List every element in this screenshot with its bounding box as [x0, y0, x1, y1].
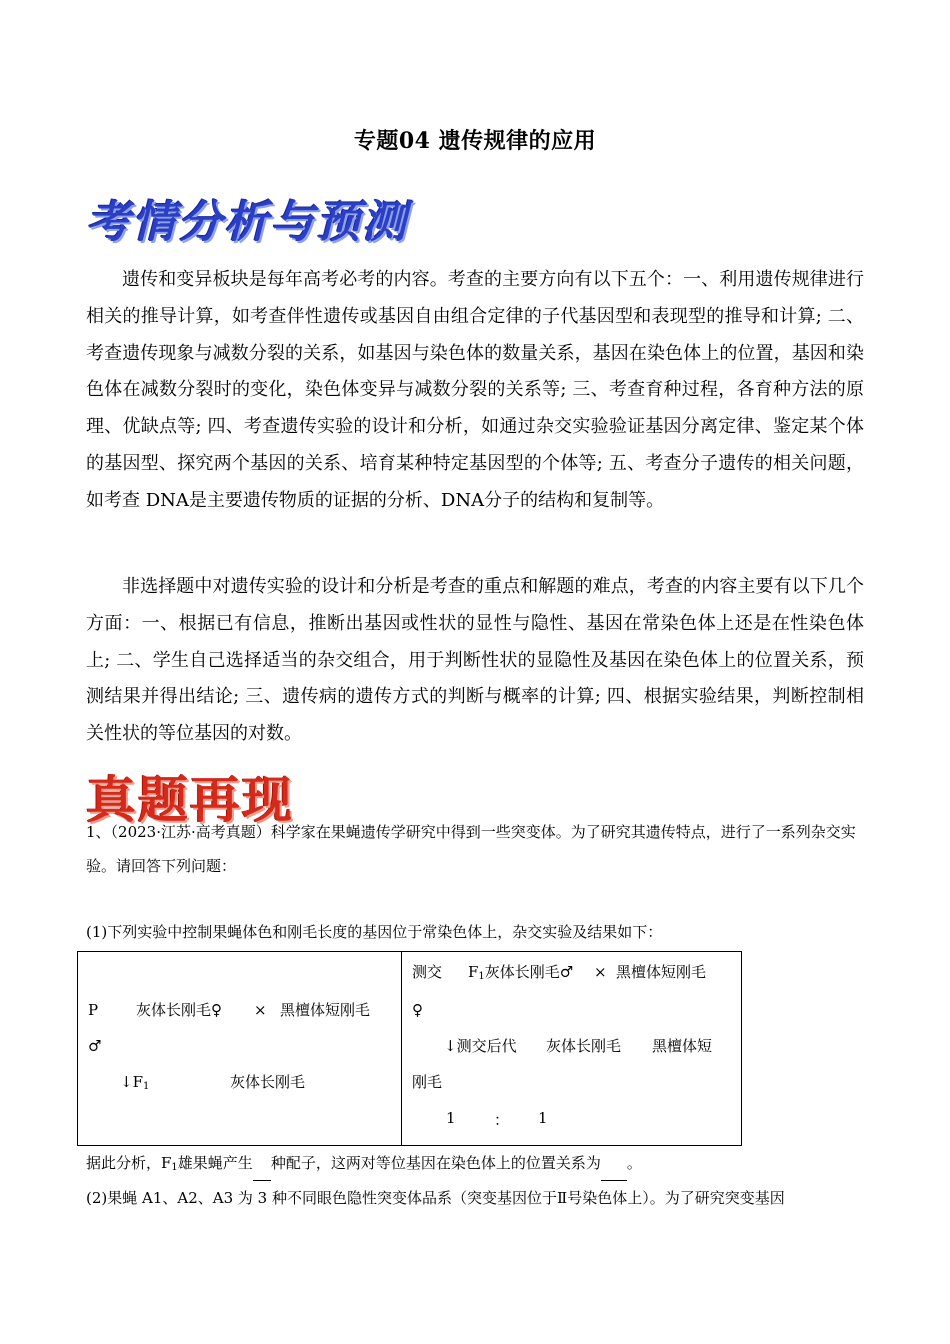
page-title: 专题04 遗传规律的应用	[353, 128, 597, 154]
answer-blank-1[interactable]	[253, 1146, 271, 1181]
answer-blank-2[interactable]	[601, 1146, 627, 1181]
testcross-label: 测交	[412, 963, 443, 981]
question-1-analysis-line: 据此分析，$F_1$雄果蝇产生 种配子，这两对等位基因在染色体上的位置关系为 。	[86, 1146, 866, 1185]
question-1-stem: 1、（2023·江苏·高考真题）科学家在果蝇遗传学研究中得到一些突变体。为了研究其遗传特点，进行了一系列杂交实验。请回答下列问题：	[86, 823, 856, 875]
female-symbol: ♀	[412, 1001, 423, 1019]
analysis-paragraph-1: 遗传和变异板块是每年高考必考的内容。考查的主要方向有以下五个：一、利用遗传规律进行相关的推导计算，如考查伴性遗传或基因自由组合定律的子代基因型和表现型的推导和计算; 二、考查遗传现象与减数分裂的关系，如基因与染色体的数量关系，基因在染色体上的位置，基因和染色体在减数分裂时的变化，染色体变异与减数分裂的关系等; 三、考查育种过程，各育种方法的原理、优缺点等; 四、考查遗传实验的设计和分析，如通过杂交实验验证基因分离定律、鉴定某个体的基因型、探究两个基因的关系、培育某种特定基因型的个体等; 五、考查分子遗传的相关问题，如考查 DNA是主要遗传物质的证据的分析、DNA分子的结构和复制等。	[86, 269, 864, 511]
p-female-phenotype: 灰体长刚毛♀	[136, 1001, 222, 1019]
parental-cross-cell	[78, 952, 402, 1146]
testcross-f1-male: $F_1$灰体长刚毛♂	[468, 963, 574, 982]
male-symbol: ♂	[88, 1037, 102, 1055]
ratio-value-1: 1	[446, 1109, 456, 1127]
analysis-paragraph-2: 非选择题中对遗传实验的设计和分析是考查的重点和解题的难点，考查的内容主要有以下几个方面：一、根据已有信息，推断出基因或性状的显性与隐性、基因在常染色体上还是在性染色体上; 二、学生自己选择适当的杂交组合，用于判断性状的显隐性及基因在染色体上的位置关系，预测结果并得出结论; 三、遗传病的遗传方式的判断与概率的计算; 四、根据实验结果，判断控制相关性状的等位基因的对数。	[86, 576, 864, 745]
f1-phenotype: 灰体长刚毛	[230, 1073, 306, 1091]
ratio-value-2: 1	[538, 1109, 548, 1127]
f1-arrow-label: $↓F_1$	[120, 1073, 150, 1092]
ratio-colon: ：	[494, 1111, 510, 1129]
offspring-phenotype-2b: 刚毛	[412, 1073, 443, 1091]
section-banner-analysis: 考情分析与预测	[86, 197, 408, 248]
testcross-cross-symbol: ×	[594, 963, 607, 981]
cross-experiment-table	[77, 951, 742, 1146]
question-1-part-1: (1)下列实验中控制果蝇体色和刚毛长度的基因位于常染色体上，杂交实验及结果如下：	[86, 923, 663, 941]
question-1-part-2: (2)果蝇 A1、A2、A3 为 3 种不同眼色隐性突变体品系（突变基因位于Ⅱ号染色体上）。为了研究突变基因	[86, 1189, 785, 1207]
p-generation-label: P	[88, 1001, 99, 1019]
p-male-phenotype: 黑檀体短刚毛	[280, 1001, 371, 1019]
offspring-phenotype-1: 灰体长刚毛	[546, 1037, 622, 1055]
cross-symbol: ×	[254, 1001, 267, 1019]
testcross-partner: 黑檀体短刚毛	[616, 963, 707, 981]
section-banner-past-exams: 真题再现	[86, 771, 294, 829]
offspring-phenotype-2a: 黑檀体短	[652, 1037, 713, 1055]
testcross-cell	[402, 952, 742, 1146]
testcross-offspring-label: ↓测交后代	[444, 1037, 517, 1055]
